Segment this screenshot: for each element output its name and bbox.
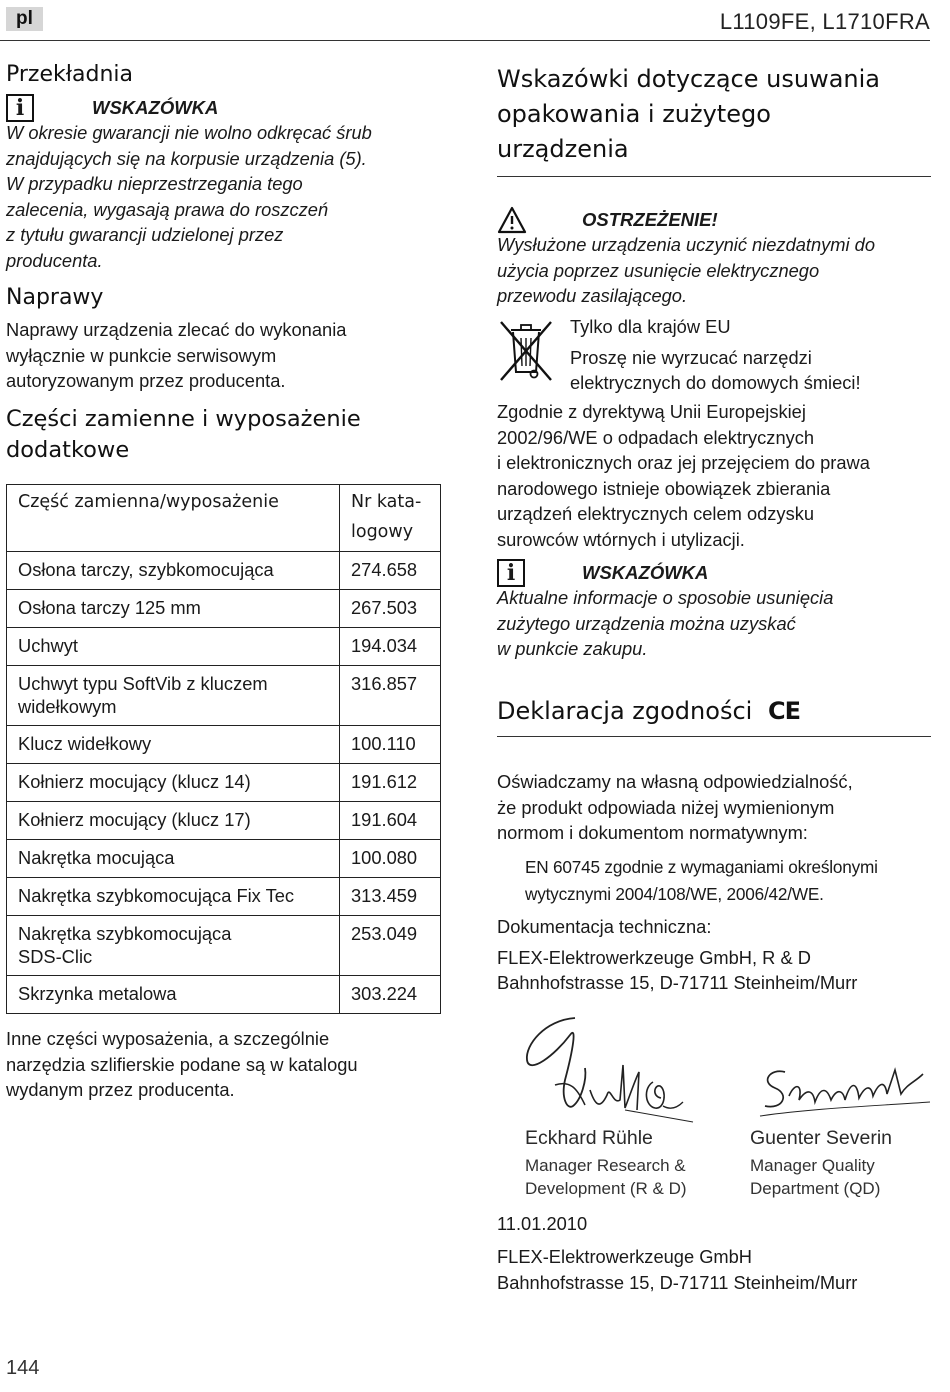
- warning-triangle-icon: [497, 206, 527, 234]
- header-part: Część zamienna/wyposażenie: [7, 485, 340, 552]
- note2-line: w punkcie zakupu.: [497, 638, 648, 659]
- tech-doc-label: Dokumentacja techniczna:: [497, 916, 712, 937]
- part-name-line: widełkowym: [18, 696, 117, 717]
- warning-line: przewodu zasilającego.: [497, 285, 688, 306]
- part-number: 267.503: [340, 590, 441, 628]
- eu-line: Proszę nie wyrzucać narzędzi: [570, 346, 812, 368]
- other-line: wydanym przez producenta.: [6, 1079, 235, 1100]
- part-name: Nakrętka szybkomocująca Fix Tec: [7, 878, 340, 916]
- note1-label: WSKAZÓWKA: [92, 97, 219, 118]
- part-name-line: Nakrętka szybkomocująca: [18, 923, 232, 944]
- header-rule: [0, 40, 930, 41]
- part-number: 303.224: [340, 976, 441, 1014]
- parts-title-line: Części zamienne i wyposażenie: [6, 406, 361, 432]
- parts-title: [6, 404, 441, 466]
- ce-mark-icon: CE: [767, 697, 800, 725]
- tech-doc-line: Bahnhofstrasse 15, D-71711 Steinheim/Murr: [497, 972, 858, 993]
- tech-doc-line: FLEX-Elektrowerkzeuge GmbH, R & D: [497, 946, 811, 968]
- table-row: [7, 802, 441, 840]
- part-name: Uchwyt: [7, 628, 340, 666]
- repairs-line: wyłącznie w punkcie serwisowym: [6, 344, 277, 366]
- part-name: [7, 916, 340, 976]
- weee-block: [497, 318, 557, 384]
- signature-severin: [755, 1060, 935, 1122]
- eu-line: elektrycznych do domowych śmieci!: [570, 372, 861, 393]
- part-name: Klucz widełkowy: [7, 726, 340, 764]
- repairs-line: Naprawy urządzenia zlecać do wykonania: [6, 319, 347, 340]
- disposal-title: [497, 62, 931, 167]
- parts-title-line: dodatkowe: [6, 437, 130, 463]
- part-number: 194.034: [340, 628, 441, 666]
- other-line: narzędzia szlifierskie podane są w katalogu: [6, 1053, 358, 1075]
- note1-line: znajdujących się na korpusie urządzenia (5).: [6, 147, 367, 169]
- part-name: Osłona tarczy, szybkomocująca: [7, 552, 340, 590]
- info-icon: i: [497, 559, 525, 587]
- note2-line: zużytego urządzenia można uzyskać: [497, 612, 796, 634]
- part-number: 253.049: [340, 916, 441, 976]
- part-number: 274.658: [340, 552, 441, 590]
- disposal-section: [497, 62, 931, 167]
- header-catalog-line: Nr kata-: [351, 492, 422, 512]
- table-row: [7, 666, 441, 726]
- warning-label: OSTRZEŻENIE!: [582, 209, 718, 230]
- declaration-date: 11.01.2010: [497, 1213, 588, 1234]
- repairs-title: Naprawy: [6, 285, 104, 310]
- warning-line: Wysłużone urządzenia uczynić niezdatnymi do: [497, 234, 875, 255]
- eu-only: Tylko dla krajów EU: [570, 316, 731, 337]
- table-row: [7, 590, 441, 628]
- header-catalog-line: logowy: [351, 522, 414, 542]
- other-parts-text: [6, 1026, 441, 1103]
- norm-line: EN 60745 zgodnie z wymaganiami określonymi: [525, 857, 878, 877]
- declaration-title: [497, 697, 931, 725]
- note1-line: W okresie gwarancji nie wolno odkręcać śrub: [6, 122, 372, 143]
- norm-line: wytycznymi 2004/108/WE, 2006/42/WE.: [525, 884, 824, 904]
- part-name-line: SDS-Clic: [18, 946, 93, 967]
- declaration-title-text: Deklaracja zgodności: [497, 697, 753, 725]
- parts-section: [6, 404, 441, 466]
- warning-block: [497, 205, 931, 309]
- note2-block: [497, 558, 931, 662]
- disposal-title-line: urządzenia: [497, 135, 629, 163]
- declaration-line: Oświadczamy na własną odpowiedzialność,: [497, 771, 853, 792]
- eu-text: [570, 314, 930, 396]
- directive-text: [497, 399, 931, 552]
- signatory-role: Manager Quality: [750, 1156, 875, 1175]
- note1-line: producenta.: [6, 249, 103, 271]
- signatory-role: Department (QD): [750, 1179, 881, 1198]
- declaration-line: że produkt odpowiada niżej wymienionym: [497, 796, 835, 818]
- signatory-2: [750, 1127, 940, 1200]
- signatory-role: Manager Research &: [525, 1156, 686, 1175]
- part-name: Nakrętka mocująca: [7, 840, 340, 878]
- part-name: Skrzynka metalowa: [7, 976, 340, 1014]
- part-number: 191.604: [340, 802, 441, 840]
- gear-section: [6, 62, 441, 273]
- part-number: 100.110: [340, 726, 441, 764]
- warning-text: [497, 232, 931, 309]
- table-row: [7, 552, 441, 590]
- note2-text: [497, 585, 931, 662]
- page-number: 144: [6, 1357, 40, 1379]
- note2-line: Aktualne informacje o sposobie usunięcia: [497, 587, 834, 608]
- directive-line: Zgodnie z dyrektywą Unii Europejskiej: [497, 401, 806, 422]
- note1-header: [6, 93, 441, 123]
- part-number: 100.080: [340, 840, 441, 878]
- note1-line: z tytułu gwarancji udzielonej przez: [6, 224, 284, 245]
- other-line: Inne części wyposażenia, a szczególnie: [6, 1028, 330, 1049]
- declaration-text: [497, 769, 931, 846]
- parts-table-wrapper: [6, 484, 441, 1014]
- model-number: L1109FE, L1710FRA: [719, 9, 930, 34]
- declaration-line: normom i dokumentom normatywnym:: [497, 822, 808, 843]
- table-row: [7, 840, 441, 878]
- warning-line: użycia poprzez usunięcie elektrycznego: [497, 259, 820, 281]
- declaration-rule: [497, 736, 931, 737]
- signature-ruhle: [515, 1010, 695, 1125]
- part-number: 313.459: [340, 878, 441, 916]
- part-number: 191.612: [340, 764, 441, 802]
- company-address: [497, 1244, 931, 1295]
- part-number: 316.857: [340, 666, 441, 726]
- note1-line: zalecenia, wygasają prawa do roszczeń: [6, 198, 329, 220]
- directive-line: 2002/96/WE o odpadach elektrycznych: [497, 426, 815, 448]
- company-line: Bahnhofstrasse 15, D-71711 Steinheim/Murr: [497, 1271, 858, 1293]
- disposal-rule: [497, 176, 931, 177]
- table-header-row: [7, 485, 441, 552]
- directive-line: narodowego istnieje obowiązek zbierania: [497, 477, 831, 499]
- signatory-name: Guenter Severin: [750, 1127, 892, 1149]
- gear-title: Przekładnia: [6, 62, 133, 87]
- crossed-bin-icon: [497, 318, 555, 384]
- part-name: Kołnierz mocujący (klucz 14): [7, 764, 340, 802]
- repairs-section: [6, 285, 441, 394]
- disposal-title-line: Wskazówki dotyczące usuwania: [497, 65, 880, 93]
- signatory-1: [525, 1127, 735, 1200]
- part-name: Kołnierz mocujący (klucz 17): [7, 802, 340, 840]
- repairs-text: [6, 317, 441, 394]
- part-name: Osłona tarczy 125 mm: [7, 590, 340, 628]
- directive-line: surowców wtórnych i utylizacji.: [497, 528, 745, 550]
- info-icon: i: [6, 94, 34, 122]
- parts-table: [6, 484, 441, 1014]
- note2-header: [497, 558, 931, 588]
- table-row: [7, 916, 441, 976]
- table-row: [7, 976, 441, 1014]
- note1-text: [6, 120, 441, 273]
- signatory-name: Eckhard Rühle: [525, 1127, 653, 1149]
- table-row: [7, 628, 441, 666]
- table-row: [7, 878, 441, 916]
- table-row: [7, 726, 441, 764]
- disposal-title-line: opakowania i zużytego: [497, 100, 771, 128]
- warning-header: [497, 205, 931, 235]
- repairs-line: autoryzowanym przez producenta.: [6, 370, 286, 391]
- part-name-line: Uchwyt typu SoftVib z kluczem: [18, 673, 268, 694]
- directive-line: i elektronicznych oraz jej przejęciem do prawa: [497, 452, 870, 473]
- note2-label: WSKAZÓWKA: [582, 562, 709, 583]
- company-line: FLEX-Elektrowerkzeuge GmbH: [497, 1246, 753, 1267]
- note1-line: W przypadku nieprzestrzegania tego: [6, 173, 303, 194]
- signatory-role: Development (R & D): [525, 1179, 687, 1198]
- language-badge: pl: [6, 7, 43, 31]
- norm-text: [525, 854, 935, 908]
- part-name: [7, 666, 340, 726]
- table-row: [7, 764, 441, 802]
- tech-doc: [497, 914, 931, 996]
- header-catalog: [340, 485, 441, 552]
- declaration-heading: [497, 697, 931, 725]
- directive-line: urządzeń elektrycznych celem odzysku: [497, 503, 815, 524]
